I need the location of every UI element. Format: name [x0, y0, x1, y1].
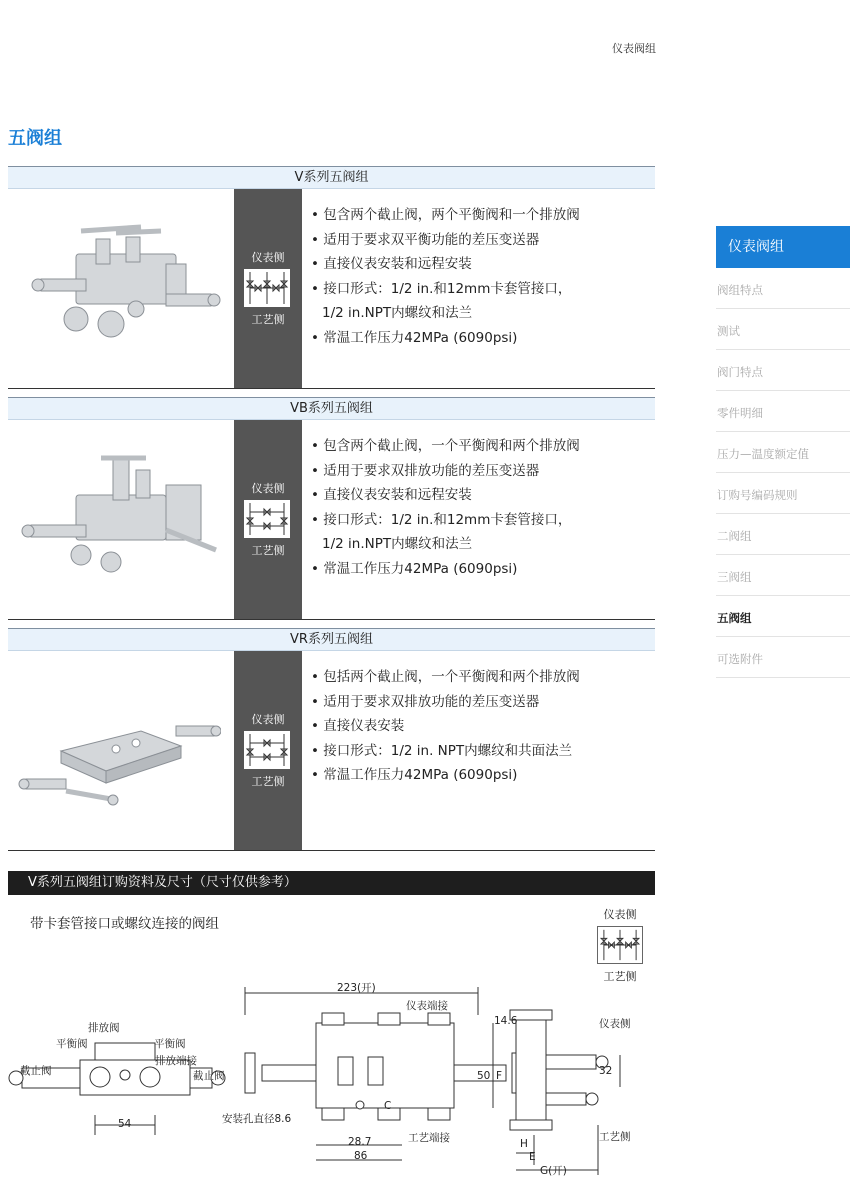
sidebar-item-pressure-temp[interactable]: 压力—温度额定值	[716, 432, 850, 473]
schematic-icon	[244, 731, 290, 769]
section-title: VR系列五阀组	[8, 628, 655, 651]
feature-item: • 直接仪表安装	[311, 718, 405, 734]
product-section-vr	[8, 628, 655, 851]
dim-86: 86	[354, 1150, 368, 1162]
valve-symbol	[244, 480, 292, 558]
dim-32: 32	[599, 1065, 613, 1077]
dim-14-6: 14.6	[494, 1015, 518, 1027]
dim-28-7: 28.7	[348, 1136, 372, 1148]
feature-item-cont: 1/2 in.NPT内螺纹和法兰	[322, 536, 473, 552]
feature-item: • 包含两个截止阀，一个平衡阀和两个排放阀	[311, 438, 580, 454]
sidebar-item-ordering[interactable]: 订购号编码规则	[716, 473, 850, 514]
label-balance-valve-right: 平衡阀	[154, 1038, 186, 1050]
valve-symbol	[244, 249, 292, 327]
dim-e: E	[529, 1151, 536, 1163]
feature-item: • 常温工作压力42MPa (6090psi)	[311, 767, 518, 783]
symbol-top-label: 仪表侧	[251, 713, 285, 726]
symbol-bottom-label: 工艺侧	[251, 313, 285, 326]
feature-item: • 包括两个截止阀，一个平衡阀和两个排放阀	[311, 669, 580, 685]
dim-223: 223(开)	[337, 982, 376, 994]
sidebar-item-5-valve[interactable]: 五阀组	[716, 596, 850, 637]
valve-photo	[16, 440, 221, 580]
page-title: 五阀组	[8, 128, 62, 149]
sidebar-item-testing[interactable]: 测试	[716, 309, 850, 350]
dim-f: F	[496, 1070, 503, 1082]
feature-item: • 包含两个截止阀，两个平衡阀和一个排放阀	[311, 207, 580, 223]
dim-g: G(开)	[540, 1165, 567, 1177]
label-balance-valve-left: 平衡阀	[56, 1038, 88, 1050]
valve-photo	[16, 209, 221, 349]
symbol-top-label: 仪表侧	[603, 908, 637, 921]
feature-item: • 接口形式：1/2 in.和12mm卡套管接口，	[311, 280, 572, 297]
label-stop-valve-right: 截止阀	[193, 1070, 225, 1082]
label-drain-valve: 排放阀	[88, 1022, 120, 1034]
dim-h: H	[520, 1138, 528, 1150]
sidebar-item-2-valve[interactable]: 二阀组	[716, 514, 850, 555]
feature-item-cont: 1/2 in.NPT内螺纹和法兰	[322, 305, 473, 321]
dim-c: C	[384, 1100, 392, 1112]
sidebar-item-accessories[interactable]: 可选附件	[716, 637, 850, 678]
label-stop-valve-left: 截止阀	[20, 1065, 52, 1077]
product-section-v	[8, 166, 655, 389]
dim-50: 50	[477, 1070, 491, 1082]
feature-list	[311, 434, 580, 581]
dimension-drawing	[0, 975, 660, 1195]
header-category: 仪表阀组	[612, 42, 656, 55]
feature-list	[311, 665, 580, 788]
feature-item: • 接口形式：1/2 in. NPT内螺纹和共面法兰	[311, 742, 573, 759]
symbol-top-label: 仪表侧	[251, 251, 285, 264]
label-process-side: 工艺侧	[599, 1131, 631, 1143]
valve-symbol	[244, 711, 292, 789]
symbol-bottom-label: 工艺侧	[603, 970, 637, 983]
label-mount-hole: 安装孔直径8.6	[222, 1113, 292, 1125]
feature-list	[311, 203, 580, 350]
label-instrument-port: 仪表端接	[406, 1000, 448, 1012]
sidebar-item-parts[interactable]: 零件明细	[716, 391, 850, 432]
ordering-bar: V系列五阀组订购资料及尺寸（尺寸仅供参考）	[8, 871, 655, 895]
feature-item: • 适用于要求双排放功能的差压变送器	[311, 693, 540, 710]
dim-54: 54	[118, 1118, 132, 1130]
schematic-icon	[597, 926, 643, 964]
sidebar-item-features[interactable]: 阀组特点	[716, 268, 850, 309]
feature-item: • 直接仪表安装和远程安装	[311, 256, 472, 272]
sidebar-item-3-valve[interactable]: 三阀组	[716, 555, 850, 596]
feature-item: • 直接仪表安装和远程安装	[311, 487, 472, 503]
feature-item: • 接口形式：1/2 in.和12mm卡套管接口，	[311, 511, 572, 528]
valve-photo	[16, 671, 221, 811]
label-instrument-side: 仪表侧	[599, 1018, 631, 1030]
product-section-vb	[8, 397, 655, 620]
section-title: V系列五阀组	[8, 166, 655, 189]
feature-item: • 常温工作压力42MPa (6090psi)	[311, 560, 518, 577]
symbol-top-label: 仪表侧	[251, 482, 285, 495]
label-process-port: 工艺端接	[408, 1132, 450, 1144]
schematic-icon	[244, 269, 290, 307]
label-drain-port: 排放端接	[155, 1055, 197, 1067]
sidebar-item-valve-features[interactable]: 阀门特点	[716, 350, 850, 391]
sidebar-active-category[interactable]: 仪表阀组	[716, 226, 850, 268]
schematic-icon	[244, 500, 290, 538]
symbol-bottom-label: 工艺侧	[251, 775, 285, 788]
feature-item: • 常温工作压力42MPa (6090psi)	[311, 329, 518, 346]
symbol-bottom-label: 工艺侧	[251, 544, 285, 557]
ordering-subtitle: 带卡套管接口或螺纹连接的阀组	[30, 916, 219, 932]
feature-item: • 适用于要求双平衡功能的差压变送器	[311, 231, 540, 248]
section-title: VB系列五阀组	[8, 397, 655, 420]
sidebar-nav	[716, 226, 850, 678]
ordering-symbol	[596, 906, 644, 984]
feature-item: • 适用于要求双排放功能的差压变送器	[311, 462, 540, 479]
